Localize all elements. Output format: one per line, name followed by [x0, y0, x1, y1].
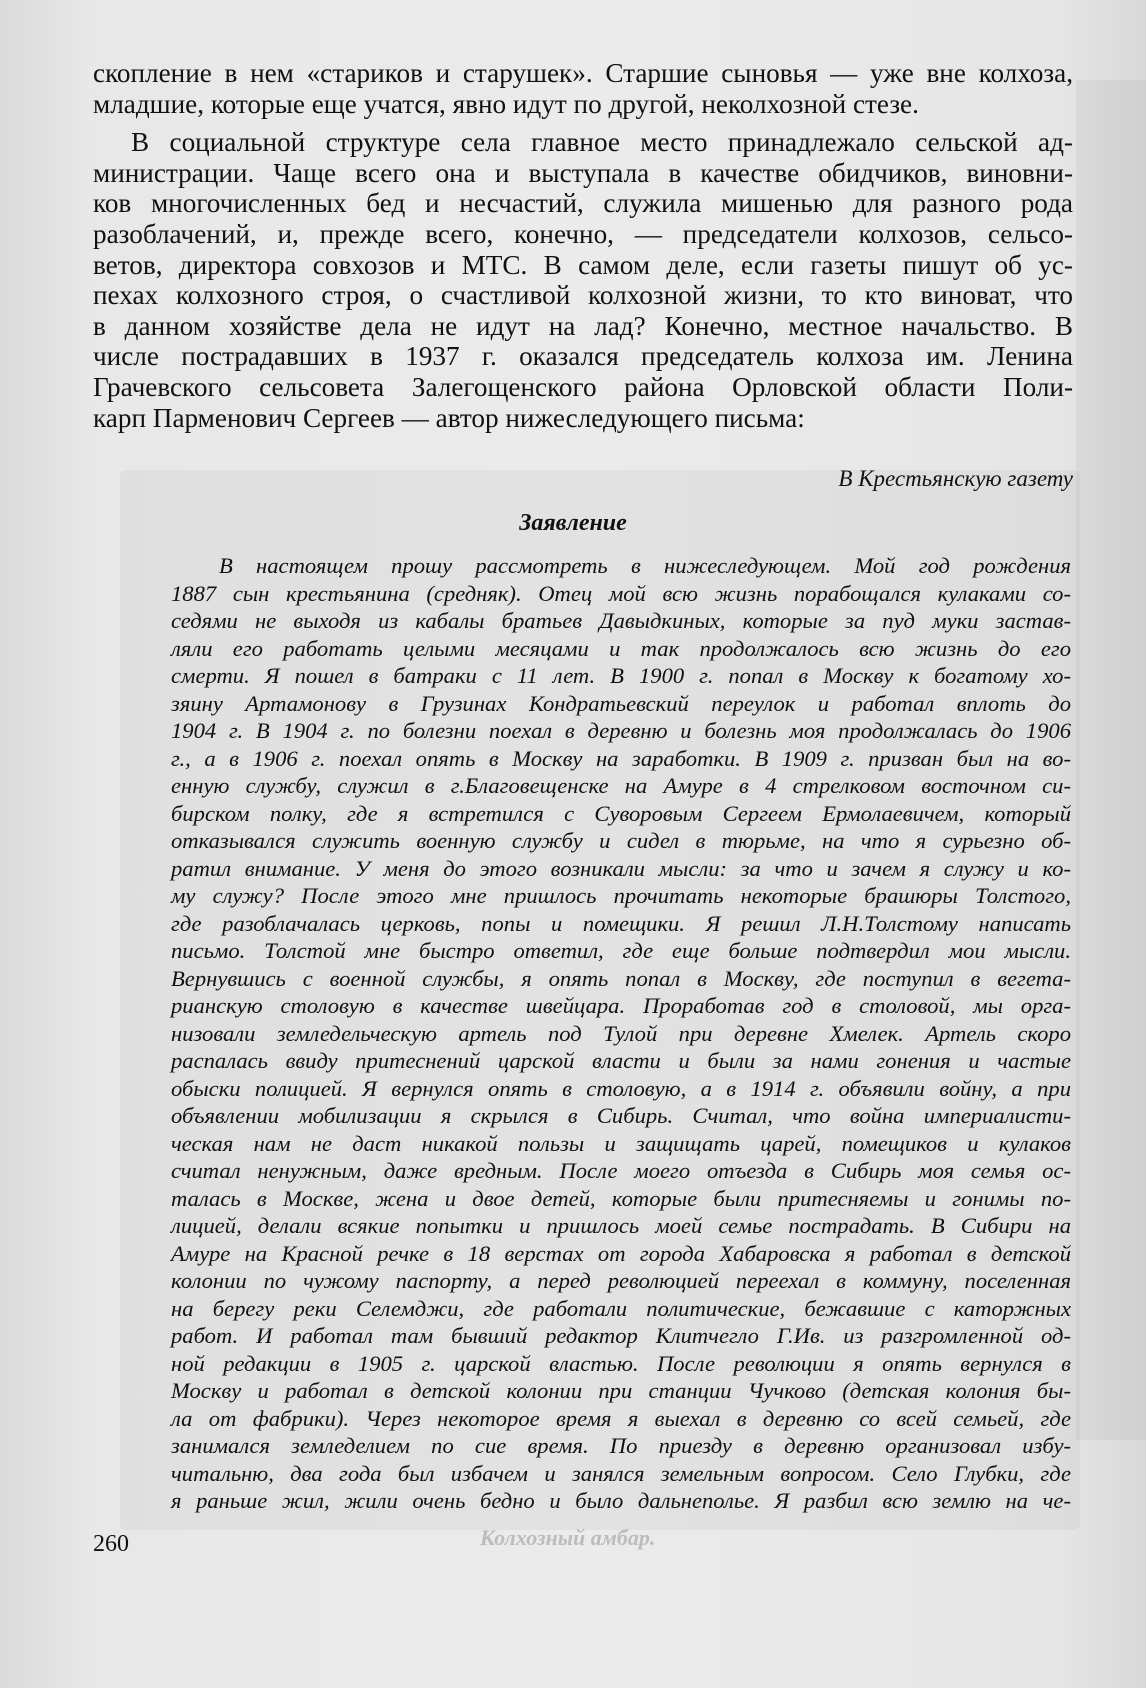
letter-line: ной редакции в 1905 г. царской властью. После революции я опять вернулся в [171, 1350, 1071, 1376]
letter-line: ляли его работать целыми месяцами и так продолжалось всю жизнь до его [171, 635, 1071, 661]
letter-line: считал ненужным, даже вредным. После моего отъезда в Сибирь моя семья ос- [171, 1158, 1071, 1183]
letter-line: В настоящем прошу рассмотреть в нижеследующем. Мой год рождения [219, 553, 1071, 578]
letter-line: Вернувшись с военной службы, я опять попал в Москву, где поступил в вегета- [171, 965, 1071, 991]
body-text [93, 58, 1073, 433]
letter-line: енную службу, служил в г.Благовещенске на Амуре в 4 стрелковом восточном си- [171, 773, 1071, 798]
bleed-through-caption: Колхозный амбар. [480, 1525, 656, 1550]
letter-line: смерти. Я пошел в батраки с 11 лет. В 1900 г. попал в Москву к богатому хо- [171, 663, 1071, 688]
letter-line: ческая нам не даст никакой пользы и защищать царей, помещиков и кулаков [171, 1130, 1071, 1156]
letter-line: колонии по чужому паспорту, а перед революцией переехал в коммуну, поселенная [171, 1268, 1071, 1293]
letter-title: Заявление [519, 510, 627, 536]
letter-line: я раньше жил, жили очень бедно и было дальнеполье. Я разбил всю землю на че- [171, 1488, 1071, 1513]
letter-line: зяину Артамонову в Грузинах Кондратьевский переулок и работал вплоть до [171, 690, 1071, 716]
letter-line: ла от фабрики). Через некоторое время я выехал в деревню со всей семьей, где [171, 1405, 1071, 1431]
letter-line: отказывался служить военную службу и сидел в тюрьме, на что я сурьезно об- [171, 828, 1071, 853]
letter-line: ратил внимание. У меня до этого возникали мысли: за что и зачем я служу и ко- [171, 855, 1071, 881]
letter-line: Москву и работал в детской колонии при станции Чучково (детская колония бы- [171, 1378, 1071, 1403]
letter-line: читальню, два года был избачем и занялся земельным вопросом. Село Глубки, где [171, 1460, 1071, 1486]
text-line: В социальной структуре села главное место принадлежало сельской ад- [131, 127, 1073, 158]
letter-line: бирском полку, где я встретился с Суворовым Сергеем Ермолаевичем, который [171, 800, 1071, 826]
text-line: числе пострадавших в 1937 г. оказался председатель колхоза им. Ленина [93, 341, 1073, 372]
letter-line: работ. И работал там бывший редактор Клитчегло Г.Ив. из разгромленной од- [171, 1323, 1071, 1348]
letter-line: г., а в 1906 г. поехал опять в Москву на заработки. В 1909 г. призван был на во- [171, 745, 1071, 771]
letter-line: седями не выходя из кабалы братьев Давыдкиных, которые за пуд муки застав- [171, 608, 1071, 633]
letter-line: где разоблачалась церковь, попы и помещики. Я решил Л.Н.Толстому написать [171, 910, 1071, 936]
letter-line: объявлении мобилизации я скрылся в Сибирь. Считал, что война империалисти- [171, 1103, 1071, 1128]
bleed-through-margin [1076, 80, 1146, 1440]
paragraph-1 [93, 58, 1073, 119]
letter-line: письмо. Толстой мне быстро ответил, где еще больше подтвердил мои мысли. [171, 938, 1071, 963]
text-line: Грачевского сельсовета Залегощенского района Орловской области Поли- [93, 371, 1073, 402]
page-number: 260 [93, 1531, 129, 1557]
text-line: пехах колхозного строя, о счастливой колхозной жизни, то кто виноват, что [93, 280, 1073, 311]
letter-line: 1887 сын крестьянина (средняк). Отец мой всю жизнь порабощался кулаками со- [171, 580, 1071, 606]
letter-addressee: В Крестьянскую газету [838, 466, 1073, 491]
letter-line: низовали земледельческую артель под Тулой при деревне Хмелек. Артель скоро [171, 1020, 1071, 1046]
letter-body [171, 552, 1071, 1515]
letter-line: лицией, делали всякие попытки и пришлось моей семье пострадать. В Сибири на [171, 1213, 1071, 1238]
letter-line: на берегу реки Селемджи, где работали политические, бежавшие с каторжных [171, 1295, 1071, 1321]
paragraph-2 [93, 127, 1073, 433]
letter-line: Амуре на Красной речке в 18 верстах от города Хабаровска я работал в детской [171, 1240, 1071, 1266]
text-line: скопление в нем «стариков и старушек». Старшие сыновья — уже вне колхоза, [93, 58, 1073, 88]
letter-line: рианскую столовую в качестве швейцара. Проработав год в столовой, мы орга- [171, 993, 1071, 1018]
letter-line: распалась ввиду притеснений царской власти и были за нами гонения и частые [171, 1048, 1071, 1073]
text-line: ветов, директора совхозов и МТС. В самом деле, если газеты пишут об ус- [93, 249, 1073, 280]
text-line: министрации. Чаще всего она и выступала в качестве обидчиков, виновни- [93, 157, 1073, 188]
text-line: ков многочисленных бед и несчастий, служила мишенью для разного рода [93, 188, 1073, 219]
text-line: младшие, которые еще учатся, явно идут по другой, неколхозной стезе. [93, 88, 919, 119]
letter-line: талась в Москве, жена и двое детей, которые были притесняемы и гонимы по- [171, 1185, 1071, 1211]
letter-line: обыски полицией. Я вернулся опять в столовую, а в 1914 г. объявили войну, а при [171, 1075, 1071, 1101]
text-line: карп Парменович Сергеев — автор нижеследующего письма: [93, 402, 805, 433]
text-line: в данном хозяйстве дела не идут на лад? Конечно, местное начальство. В [93, 310, 1073, 341]
text-line: разоблачений, и, прежде всего, конечно, — председатели колхозов, сельсо- [93, 218, 1073, 249]
letter-line: му служу? После этого мне пришлось прочитать некоторые брашюры Толстого, [171, 883, 1071, 908]
letter-line: занимался земледелием по сие время. По приезду в деревню организовал избу- [171, 1433, 1071, 1458]
letter-line: 1904 г. В 1904 г. по болезни поехал в деревню и болезнь моя продолжалась до 1906 [171, 718, 1071, 743]
